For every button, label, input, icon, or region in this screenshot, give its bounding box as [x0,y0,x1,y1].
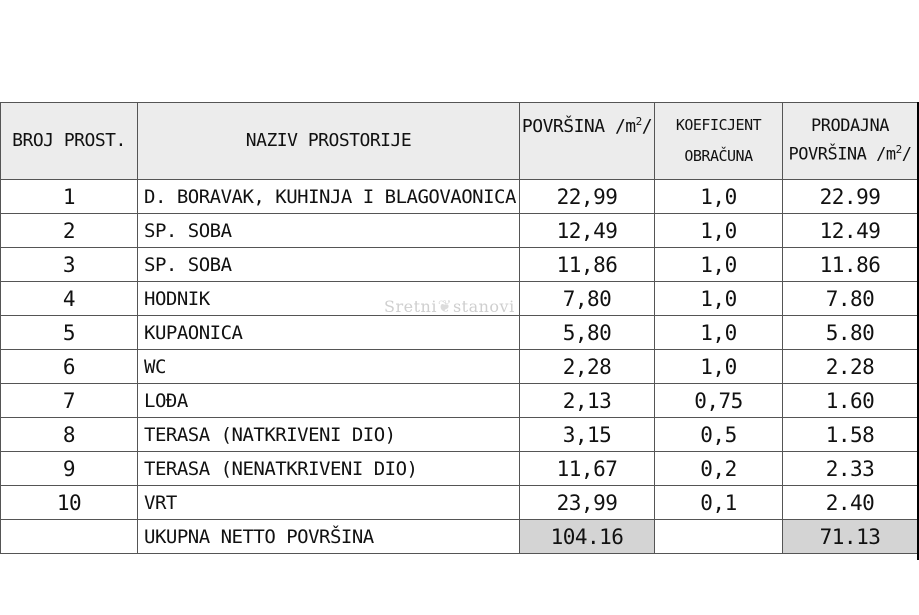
total-area: 104.16 [520,520,655,554]
table-row [1,486,918,520]
cell-room-name: VRT [138,486,520,520]
total-label: UKUPNA NETTO POVRŠINA [138,520,520,554]
cell-room-no: 10 [1,486,138,520]
cell-room-name: WC [138,350,520,384]
cell-room-no: 4 [1,282,138,316]
cell-room-no: 2 [1,214,138,248]
cell-room-no: 9 [1,452,138,486]
cell-coefficient: 1,0 [655,248,783,282]
cell-area: 7,80 [520,282,655,316]
watermark-right-text: stanovi [452,297,515,316]
table-row [1,180,918,214]
table-row [1,214,918,248]
cell-sales-area: 2.28 [783,350,918,384]
cell-room-name: KUPAONICA [138,316,520,350]
cell-sales-area: 5.80 [783,316,918,350]
cell-sales-area: 12.49 [783,214,918,248]
cell-sales-area: 2.40 [783,486,918,520]
table-row [1,350,918,384]
header-coefficient-line1: KOEFICJENT [675,115,762,134]
header-area-sup: 2 [635,115,642,128]
cell-area: 11,86 [520,248,655,282]
cell-total-empty [655,520,783,554]
cell-coefficient: 1,0 [655,350,783,384]
cell-area: 23,99 [520,486,655,520]
header-area-label: POVRŠINA /m [521,116,636,137]
header-room-name: NAZIV PROSTORIJE [138,103,520,180]
cell-room-name: LOĐA [138,384,520,418]
table-row [1,316,918,350]
cell-room-name: D. BORAVAK, KUHINJA I BLAGOVAONICA [138,180,520,214]
cell-area: 11,67 [520,452,655,486]
cell-coefficient: 1,0 [655,180,783,214]
header-area [520,103,655,180]
cell-room-no: 1 [1,180,138,214]
room-area-table [0,102,918,554]
header-area-suffix: / [641,116,653,137]
total-sales-area: 71.13 [783,520,918,554]
cell-room-name: TERASA (NENATKRIVENI DIO) [138,452,520,486]
cell-area: 22,99 [520,180,655,214]
total-row [1,520,918,554]
table-header [1,103,918,180]
cell-sales-area: 22.99 [783,180,918,214]
cell-area: 3,15 [520,418,655,452]
cell-room-no: 5 [1,316,138,350]
cell-sales-area: 2.33 [783,452,918,486]
table-row [1,452,918,486]
cell-room-name: SP. SOBA [138,214,520,248]
cell-total-empty [1,520,138,554]
cell-room-name: TERASA (NATKRIVENI DIO) [138,418,520,452]
cell-coefficient: 1,0 [655,282,783,316]
header-sales-area [783,103,918,180]
header-sales-line1: PRODAJNA [811,116,889,137]
table-body [1,180,918,554]
cell-area: 12,49 [520,214,655,248]
cell-room-no: 8 [1,418,138,452]
cell-sales-area: 11.86 [783,248,918,282]
table-row [1,384,918,418]
header-room-no: BROJ PROST. [1,103,138,180]
watermark [384,297,515,317]
cell-coefficient: 1,0 [655,214,783,248]
cell-room-name: SP. SOBA [138,248,520,282]
heart-key-icon: ❦ [437,297,453,317]
watermark-left-text: Sretni [384,297,437,316]
cell-sales-area: 1.58 [783,418,918,452]
cell-sales-area: 1.60 [783,384,918,418]
cell-room-name: HODNIK [138,282,520,316]
cell-coefficient: 0,75 [655,384,783,418]
cell-sales-area: 7.80 [783,282,918,316]
cell-area: 5,80 [520,316,655,350]
cell-area: 2,13 [520,384,655,418]
cell-room-no: 6 [1,350,138,384]
cell-coefficient: 0,5 [655,418,783,452]
cell-room-no: 7 [1,384,138,418]
header-coefficient-line2: OBRAČUNA [684,147,753,165]
cell-coefficient: 1,0 [655,316,783,350]
cell-coefficient: 0,1 [655,486,783,520]
table-row [1,418,918,452]
cell-coefficient: 0,2 [655,452,783,486]
header-sales-line2: POVRŠINA $/m^2/$ [788,142,912,165]
table-row [1,248,918,282]
cell-room-no: 3 [1,248,138,282]
header-coefficient [655,103,783,180]
cell-area: 2,28 [520,350,655,384]
